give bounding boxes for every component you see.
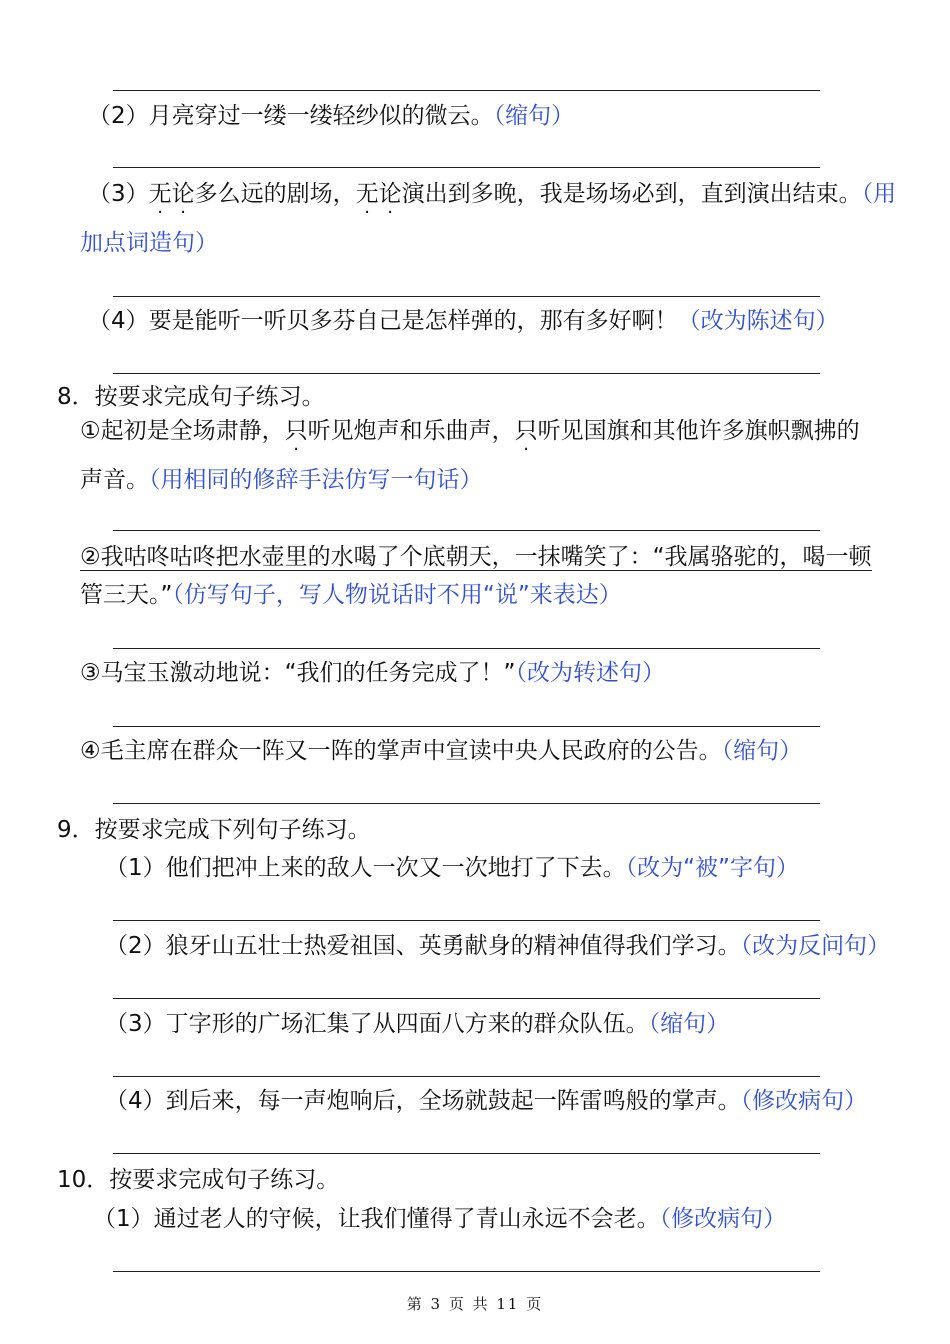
- q9-title: 9．按要求完成下列句子练习。: [57, 817, 371, 843]
- q9-sentence-2: （2）狼牙山五壮士热爱祖国、英勇献身的精神值得我们学习。（改为反问句）: [105, 933, 891, 959]
- q9-sentence-4: （4）到后来，每一声炮响后，全场就鼓起一阵雷鸣般的掌声。（修改病句）: [105, 1088, 868, 1114]
- answer-line[interactable]: [113, 648, 820, 649]
- q7-sentence-2: （2）月亮穿过一缕一缕轻纱似的微云。（缩句）: [88, 103, 575, 129]
- emphasis-dot-char: 无: [355, 181, 379, 207]
- requirement: （改为“被”字句）: [625, 855, 799, 881]
- answer-line[interactable]: [113, 998, 820, 999]
- requirement: （改为陈述句）: [677, 308, 839, 334]
- q8-sentence-1-cont: 声音。（用相同的修辞手法仿写一句话）: [80, 467, 483, 493]
- requirement: （缩句）: [721, 738, 803, 764]
- emphasis-dot-char: 论: [378, 181, 402, 207]
- answer-line[interactable]: [113, 920, 820, 921]
- q8-sentence-2: [80, 542, 872, 572]
- requirement: （用: [861, 181, 897, 207]
- requirement: （改为转述句）: [515, 660, 665, 686]
- page-footer: 第 3 页 共 11 页: [406, 1295, 544, 1313]
- q8-sentence-2-cont: 管三天。”（仿写句子，写人物说话时不用“说”来表达）: [80, 582, 622, 608]
- emphasis-dot-char: 无: [148, 181, 172, 207]
- answer-line[interactable]: [113, 1153, 820, 1154]
- answer-line[interactable]: [113, 803, 820, 804]
- requirement: （仿写句子，写人物说话时不用“说”来表达）: [172, 582, 622, 608]
- q8-sentence-1: ①起初是全场肃静，只听见炮声和乐曲声，只听见国旗和其他许多旗帜飘拂的: [80, 418, 860, 444]
- emphasis-dot-char: 论: [171, 181, 195, 207]
- underlined-sentence: ②我咕咚咕咚把水壶里的水喝了个底朝天，一抹嘴笑了：“我属骆驼的，喝一顿: [80, 544, 872, 570]
- q7-sentence-4: （4）要是能听一听贝多芬自己是怎样弹的，那有多好啊！（改为陈述句）: [88, 308, 839, 334]
- answer-line[interactable]: [113, 167, 820, 168]
- requirement: （改为反问句）: [740, 933, 891, 959]
- answer-line[interactable]: [113, 1271, 820, 1272]
- requirement: （缩句）: [648, 1011, 730, 1037]
- emphasis-dot-char: 只: [284, 418, 308, 444]
- requirement: （用相同的修辞手法仿写一句话）: [149, 467, 483, 493]
- q9-sentence-1: （1）他们把冲上来的敌人一次又一次地打了下去。（改为“被”字句）: [105, 855, 799, 881]
- requirement: 加点词造句）: [80, 230, 218, 256]
- q7-sentence-3: （3）无论多么远的剧场，无论演出到多晚，我是场场必到，直到演出结束。（用: [88, 181, 897, 207]
- answer-line[interactable]: [113, 373, 820, 374]
- q10-title: 10．按要求完成句子练习。: [57, 1167, 340, 1193]
- q10-sentence-1: （1）通过老人的守候，让我们懂得了青山永远不会老。（修改病句）: [93, 1206, 787, 1232]
- q8-sentence-4: ④毛主席在群众一阵又一阵的掌声中宣读中央人民政府的公告。（缩句）: [80, 738, 803, 764]
- answer-line[interactable]: [113, 726, 820, 727]
- q8-sentence-3: ③马宝玉激动地说：“我们的任务完成了！”（改为转述句）: [80, 660, 665, 686]
- answer-line[interactable]: [113, 530, 820, 531]
- q9-sentence-3: （3）丁字形的广场汇集了从四面八方来的群众队伍。（缩句）: [105, 1011, 730, 1037]
- requirement: （修改病句）: [659, 1206, 787, 1232]
- answer-line[interactable]: [113, 1076, 820, 1077]
- emphasis-dot-char: 只: [514, 418, 538, 444]
- requirement: （修改病句）: [740, 1088, 868, 1114]
- answer-line[interactable]: [113, 296, 820, 297]
- q8-title: 8．按要求完成句子练习。: [57, 384, 325, 410]
- answer-line[interactable]: [113, 90, 820, 91]
- requirement: （缩句）: [493, 103, 575, 129]
